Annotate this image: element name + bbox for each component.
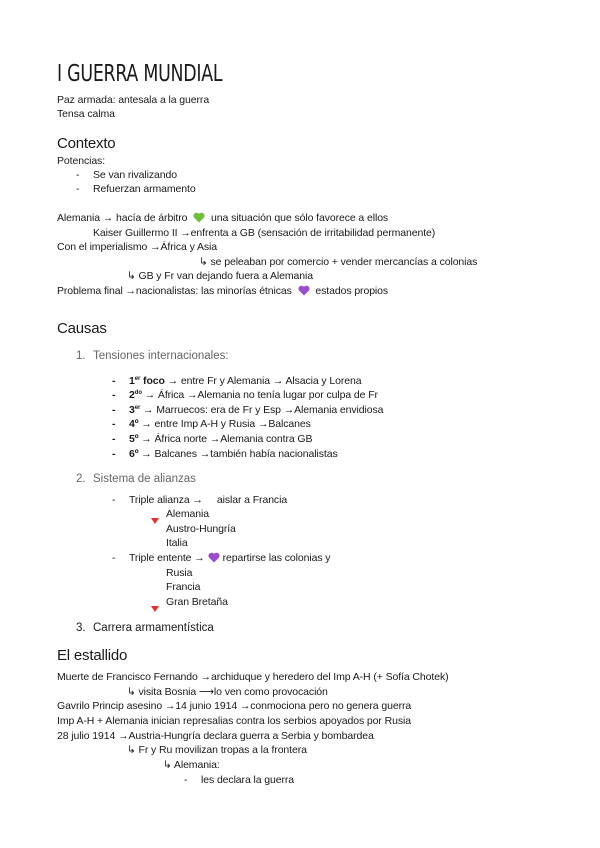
list-number: 3. <box>76 622 86 634</box>
dash-marker: - <box>112 433 116 445</box>
section-heading-estallido: El estallido <box>57 647 128 664</box>
estallido-line: les declara la guerra <box>201 774 295 786</box>
section-heading-causas: Causas <box>57 320 107 337</box>
entente-member: Francia <box>166 581 201 593</box>
estallido-line: ↳ Fr y Ru movilizan tropas a la frontera <box>127 744 307 756</box>
estallido-line: ↳ Alemania: <box>163 759 220 771</box>
problema-pre-text: Problema final →nacionalistas: las minorías étnicas <box>57 285 292 297</box>
alliance-member: Alemania <box>166 508 209 520</box>
dash-marker: - <box>76 169 80 181</box>
comercio-line: ↳ se peleaban por comercio + vender mercancías a colonias <box>199 256 478 268</box>
entente-member: Rusia <box>166 567 193 579</box>
alemania-post-text: una situación que sólo favorece a ellos <box>211 212 389 224</box>
sistema-heading: Sistema de alianzas <box>93 473 196 485</box>
tensiones-heading: Tensiones internacionales: <box>93 350 229 362</box>
foco-item: 3er → Marruecos: era de Fr y Esp →Alemania envidiosa <box>129 404 384 416</box>
problema-post-text: estados propios <box>315 285 389 297</box>
red-triangle-icon <box>151 511 159 529</box>
dash-marker: - <box>112 448 116 460</box>
problema-line <box>57 285 388 298</box>
page-title: I GUERRA MUNDIAL <box>57 61 223 87</box>
list-item: Refuerzan armamento <box>93 183 196 195</box>
foco-item: 5º → África norte →Alemania contra GB <box>129 433 313 445</box>
estallido-line: Gavrilo Princip asesino →14 junio 1914 →conmociona pero no genera guerra <box>57 700 412 712</box>
section-heading-contexto: Contexto <box>57 135 116 152</box>
intro-line: Paz armada: antesala a la guerra <box>57 94 210 106</box>
estallido-line: Imp A-H + Alemania inician represalias contra los serbios apoyados por Rusia <box>57 715 411 727</box>
foco-item: 6º → Balcanes →también había nacionalistas <box>129 448 338 460</box>
list-number: 2. <box>76 473 86 485</box>
alliance-member: Austro-Hungría <box>166 523 236 535</box>
red-triangle-icon <box>151 599 159 617</box>
dash-marker: - <box>112 389 116 401</box>
alliance-member: Italia <box>166 537 188 549</box>
entente-member: Gran Bretaña <box>166 596 228 608</box>
dash-marker: - <box>112 418 116 430</box>
triple-alianza-line: Triple alianza → aislar a Francia <box>129 494 288 506</box>
purple-heart-icon <box>208 552 220 563</box>
foco-item: $2^{do}$ → África →Alemania no tenía lugar por culpa de Fr <box>129 389 378 401</box>
purple-heart-icon <box>298 285 310 296</box>
alemania-pre-text: Alemania → hacía de árbitro <box>57 212 188 224</box>
list-item: Se van rivalizando <box>93 169 177 181</box>
dash-marker: - <box>112 494 116 506</box>
potencias-label: Potencias: <box>57 155 106 167</box>
dash-marker: - <box>76 183 80 195</box>
estallido-line: Muerte de Francisco Fernando →archiduque y heredero del Imp A-H (+ Sofía Chotek) <box>57 671 449 683</box>
triple-entente-line: Triple entente → repartirse las colonias y <box>129 552 331 564</box>
gbfr-line: ↳ GB y Fr van dejando fuera a Alemania <box>127 270 313 282</box>
dash-marker: - <box>184 774 188 786</box>
foco-item: 4º → entre Imp A-H y Rusia →Balcanes <box>129 418 311 430</box>
foco-item: 1er foco → entre Fr y Alemania → Alsacia y Lorena <box>129 375 362 387</box>
estallido-line: 28 julio 1914 →Austria-Hungría declara guerra a Serbia y bombardea <box>57 730 374 742</box>
green-heart-icon <box>193 212 205 223</box>
dash-marker: - <box>112 375 116 387</box>
dash-marker: - <box>112 404 116 416</box>
kaiser-line: Kaiser Guillermo II →enfrenta a GB (sensación de irritabilidad permanente) <box>93 227 436 239</box>
alemania-line <box>57 212 388 225</box>
dash-marker: - <box>112 552 116 564</box>
intro-line: Tensa calma <box>57 108 115 120</box>
estallido-line: ↳ visita Bosnia ⟶lo ven como provocación <box>127 686 328 698</box>
imperialismo-line: Con el imperialismo →África y Asia <box>57 241 217 253</box>
carrera-item: Carrera armamentística <box>93 622 214 634</box>
list-number: 1. <box>76 350 86 362</box>
